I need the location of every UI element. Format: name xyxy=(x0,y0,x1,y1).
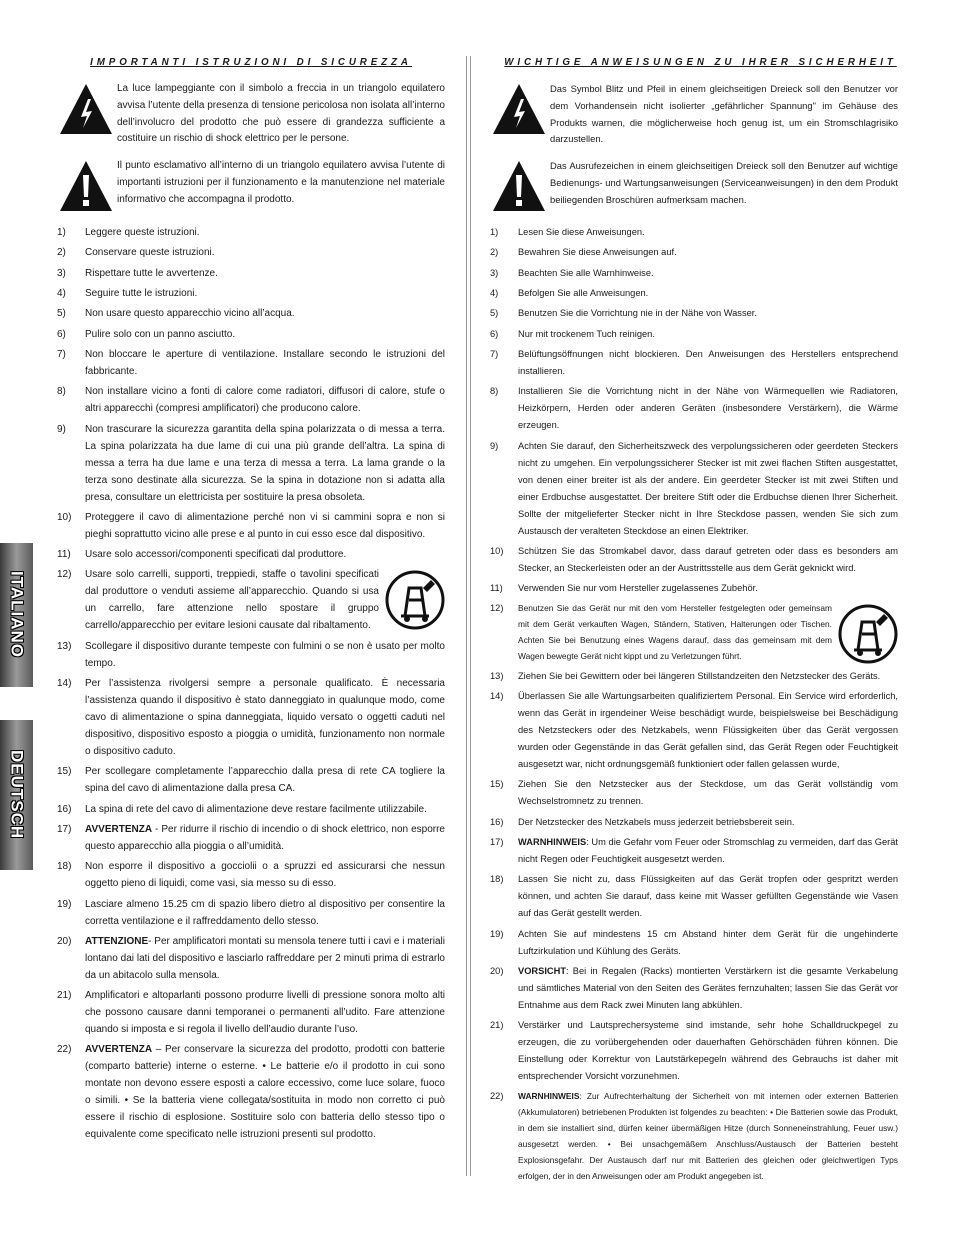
item-text xyxy=(518,776,898,810)
item-text xyxy=(518,224,898,241)
item-body: : Bei in Regalen (Racks) montierten Verstärkern ist die gesamte Verkabelung und sämtliches Material von den Seiten des Gerätes fernzuhalten; lassen Sie das Gerät vor Entnahme aus dem Rack zwei Minuten lang abkühlen. xyxy=(518,965,898,1010)
list-item xyxy=(57,224,445,241)
list-item xyxy=(490,346,898,380)
exclamation-triangle-icon xyxy=(57,158,115,214)
item-text xyxy=(85,987,445,1038)
list-item xyxy=(57,675,445,760)
list-item xyxy=(490,326,898,343)
item-text xyxy=(518,871,898,922)
item-number: 15) xyxy=(490,779,504,790)
italian-title: IMPORTANTI ISTRUZIONI DI SICUREZZA xyxy=(90,56,412,68)
item-body: Nur mit trockenem Tuch reinigen. xyxy=(518,328,655,339)
item-body: Achten Sie darauf, den Sicherheitszweck des verpolungssicheren oder geerdeten Steckers nicht zu umgehen. Ein verpolungssicherer Stecker ist mit zwei flachen Stiften ausgestattet, von denen einer breiter ist als der andere. Ein geerdeter Stecker ist mit zwei Stiften und einer Erdbuchse ausgestattet. Der breitere Stift oder die Erdbuchse dienen Ihrer Sicherheit. Sollte der mitgelieferter Stecker nicht in Ihre Steckdose passen, wenden Sie sich zum Austausch der veralteten Steckdose an einen Elektriker. xyxy=(518,440,898,536)
item-text xyxy=(518,814,898,831)
list-item xyxy=(490,600,898,664)
lightning-triangle-icon xyxy=(490,81,548,137)
item-text xyxy=(85,224,445,241)
sidetab-italiano xyxy=(0,543,33,687)
item-body: Non trascurare la sicurezza garantita della spina polarizzata o di messa a terra. La spina polarizzata ha due lame di cui una più grande dell’altra. La spina di messa a terra ha due lame e una terza di messa a terra. La lama grande o la terza sono destinate alla sicurezza. Se la spina in dotazione non si adatta alla presa, consultare un elettricista per sostituire la presa obsoleta. xyxy=(85,423,445,503)
item-text xyxy=(85,638,445,672)
item-number: 20) xyxy=(57,935,72,947)
list-item xyxy=(490,265,898,282)
item-body: Benutzen Sie das Gerät nur mit den vom Hersteller festgelegten oder gemeinsam mit dem Gerät verkauften Wagen, Ständern, Stativen, Halterungen oder Tischen. Achten Sie bei Benutzung eines Wagens darauf, dass das gemeinsam mit dem Wagen bewegte Gerät nicht kippt und zu Verletzungen führt. xyxy=(518,603,832,662)
item-keyword: WARNHINWEIS xyxy=(518,836,587,847)
item-text xyxy=(85,896,445,930)
german-lightning-text: Das Symbol Blitz und Pfeil in einem gleichseitigen Dreieck soll den Benutzer vor dem Vorhandensein nicht isolierter „gefährlicher Spannung" im Gehäuse des Produkts warnen, die möglicherweise hoch genug ist, um ein Stromschlagrisiko darzustellen. xyxy=(550,83,898,145)
item-text xyxy=(85,265,445,282)
item-text xyxy=(518,834,898,868)
item-number: 6) xyxy=(57,328,66,340)
german-instruction-list xyxy=(490,224,898,1184)
item-body: Schützen Sie das Stromkabel davor, dass darauf getreten oder dass es besonders am Stecker, an Steckerleisten oder an der Austrittsstelle aus dem Gerät geknickt wird. xyxy=(518,545,898,573)
item-body: Scollegare il dispositivo durante tempeste con fulmini o se non è usato per molto tempo. xyxy=(85,640,445,669)
item-body: Beachten Sie alle Warnhinweise. xyxy=(518,267,654,278)
item-text xyxy=(85,933,445,984)
list-item xyxy=(490,224,898,241)
italian-lightning-text: La luce lampeggiante con il simbolo a freccia in un triangolo equilatero avvisa l’utente della presenza di tensione pericolosa non isolata all’interno dell’involucro del prodotto che può essere di grandezza sufficiente a costituire un rischio di shock elettrico per le persone. xyxy=(117,83,445,145)
list-item xyxy=(57,763,445,797)
item-number: 14) xyxy=(57,678,72,690)
item-body: Conservare queste istruzioni. xyxy=(85,247,215,259)
item-number: 5) xyxy=(57,308,66,320)
item-body: Achten Sie auf mindestens 15 cm Abstand hinter dem Gerät für die ungehinderte Luftzirkulation und Kühlung des Geräts. xyxy=(518,928,898,956)
list-item xyxy=(490,285,898,302)
list-item xyxy=(490,1088,898,1184)
item-body: - Per ridurre il rischio di incendio o di shock elettrico, non esporre questo apparecchio alla pioggia o all’umidità. xyxy=(85,823,445,852)
item-number: 1) xyxy=(490,227,499,238)
item-text xyxy=(518,963,898,1014)
item-number: 11) xyxy=(490,583,503,594)
list-item xyxy=(57,383,445,417)
item-body: Überlassen Sie alle Wartungsarbeiten qualifiziertem Personal. Ein Service wird erforderlich, wenn das Gerät in irgendeiner Weise beschädigt wurde, beispielsweise bei Beschädigung des Netzsteckers oder des Netzkabels, wenn Flüssigkeiten über das Gerät vergossen wurden oder Gegenstände in das Gerät gefallen sind, das Gerät Regen oder Feuchtigkeit ausgesetzt war, nicht ordnungsgemäß funktioniert oder fallen gelassen wurde, xyxy=(518,691,898,770)
list-item xyxy=(57,305,445,322)
item-number: 13) xyxy=(490,670,504,681)
italian-exclamation-text: Il punto esclamativo all’interno di un triangolo equilatero avvisa l’utente di importanti istruzioni per il funzionamento e la manutenzione nel materiale informativo che accompagna il prodotto. xyxy=(117,160,445,205)
german-lightning-warning xyxy=(490,81,898,148)
item-number: 10) xyxy=(490,545,504,556)
lightning-triangle-icon xyxy=(57,81,115,137)
item-body: La spina di rete del cavo di alimentazione deve restare facilmente utilizzabile. xyxy=(85,803,427,815)
item-body: Per l’assistenza rivolgersi sempre a personale qualificato. È necessaria l’assistenza quando il dispositivo è stato danneggiato in qualunque modo, come cavo di alimentazione o spina danneggiata, liquido versato o oggetti caduti nel dispositivo, dispositivo esposto a pioggia o umidità, funzionamento non normale o dispositivo caduto. xyxy=(85,678,445,758)
list-item xyxy=(490,814,898,831)
italian-lightning-warning xyxy=(57,81,445,148)
item-body: Seguire tutte le istruzioni. xyxy=(85,288,198,300)
item-keyword: WARNHINWEIS xyxy=(518,1091,580,1102)
item-text xyxy=(518,438,898,540)
item-number: 8) xyxy=(490,386,499,397)
item-body: Non bloccare le aperture di ventilazione. Installare secondo le istruzioni del fabbricante. xyxy=(85,348,445,377)
item-number: 5) xyxy=(490,308,499,319)
item-text xyxy=(85,821,445,855)
list-item xyxy=(490,244,898,261)
item-body: Per scollegare completamente l’apparecchio dalla presa di rete CA togliere la spina del cavo di alimentazione dalla presa CA. xyxy=(85,766,445,795)
list-item xyxy=(490,438,898,540)
item-number: 14) xyxy=(490,691,504,702)
item-text xyxy=(518,285,898,302)
italian-instruction-list xyxy=(57,224,445,1143)
sidetab-italiano-label: ITALIANO xyxy=(7,571,27,659)
item-body: Non usare questo apparecchio vicino all’acqua. xyxy=(85,308,295,320)
item-number: 19) xyxy=(490,928,504,939)
list-item xyxy=(57,244,445,261)
item-body: Proteggere il cavo di alimentazione perché non vi si cammini sopra e non si pieghi soprattutto vicino alle prese e al punto in cui esso esce dal dispositivo. xyxy=(85,511,445,540)
list-item xyxy=(490,834,898,868)
list-item xyxy=(57,933,445,984)
list-item xyxy=(57,509,445,543)
item-number: 16) xyxy=(490,816,504,827)
item-number: 15) xyxy=(57,766,72,778)
item-text xyxy=(518,244,898,261)
item-text xyxy=(85,383,445,417)
item-body: Bewahren Sie diese Anweisungen auf. xyxy=(518,247,677,258)
list-item xyxy=(57,265,445,282)
list-item xyxy=(490,926,898,960)
item-body: Benutzen Sie die Vorrichtung nie in der Nähe von Wasser. xyxy=(518,308,757,319)
german-column xyxy=(490,52,898,1188)
item-body: Ziehen Sie bei Gewittern oder bei längeren Stillstandzeiten den Netzstecker des Geräts. xyxy=(518,670,881,681)
item-keyword: AVVERTENZA xyxy=(85,1044,153,1056)
sidetab-deutsch-label: DEUTSCH xyxy=(7,750,27,840)
item-text xyxy=(85,244,445,261)
item-number: 4) xyxy=(57,288,66,300)
item-text xyxy=(518,383,898,434)
item-body: Pulire solo con un panno asciutto. xyxy=(85,328,236,340)
list-item xyxy=(57,566,445,634)
item-body: Usare solo carrelli, supporti, treppiedi, staffe o tavolini specificati dal produttore o venduti assieme all’apparecchio. Quando si usa un carrello, fare attenzione nello spostare il gruppo carrello/apparecchio per evitare lesioni causate dal ribaltamento. xyxy=(85,569,379,632)
item-text xyxy=(85,285,445,302)
item-body: Befolgen Sie alle Anweisungen. xyxy=(518,288,649,299)
item-number: 22) xyxy=(57,1044,72,1056)
item-body: Rispettare tutte le avvertenze. xyxy=(85,267,218,279)
list-item xyxy=(57,638,445,672)
item-number: 2) xyxy=(490,247,499,258)
item-body: Belüftungsöffnungen nicht blockieren. Den Anweisungen des Herstellers entsprechend installieren. xyxy=(518,348,898,376)
item-number: 16) xyxy=(57,803,72,815)
item-number: 3) xyxy=(57,267,66,279)
item-body: Lasciare almeno 15.25 cm di spazio libero dietro al dispositivo per consentire la corretta ventilazione e il raffreddamento dello stesso. xyxy=(85,898,445,927)
item-text xyxy=(85,305,445,322)
item-number: 17) xyxy=(57,823,72,835)
cart-tip-warning-icon xyxy=(385,570,445,630)
list-item xyxy=(57,987,445,1038)
item-number: 3) xyxy=(490,267,499,278)
item-keyword: ATTENZIONE xyxy=(85,935,149,947)
italian-exclamation-warning xyxy=(57,158,445,214)
item-number: 22) xyxy=(490,1091,504,1102)
item-text xyxy=(518,926,898,960)
list-item xyxy=(490,383,898,434)
item-number: 12) xyxy=(57,569,72,581)
list-item xyxy=(57,1041,445,1143)
list-item xyxy=(490,963,898,1014)
item-text xyxy=(85,1041,445,1143)
item-text xyxy=(518,326,898,343)
item-text xyxy=(85,326,445,343)
list-item xyxy=(57,821,445,855)
italian-column xyxy=(57,52,445,1147)
item-text xyxy=(518,580,898,597)
item-number: 12) xyxy=(490,603,504,614)
list-item xyxy=(490,580,898,597)
item-number: 2) xyxy=(57,247,66,259)
column-divider-left xyxy=(466,56,467,1176)
item-number: 7) xyxy=(57,348,66,360)
item-number: 4) xyxy=(490,288,499,299)
item-body: Lesen Sie diese Anweisungen. xyxy=(518,227,645,238)
item-text xyxy=(518,668,898,685)
item-text xyxy=(85,675,445,760)
item-text xyxy=(518,1088,898,1184)
item-body: Non installare vicino a fonti di calore come radiatori, diffusori di calore, stufe o altri apparecchi (compresi amplificatori) che producono calore. xyxy=(85,386,445,415)
item-body: Leggere queste istruzioni. xyxy=(85,227,200,239)
list-item xyxy=(490,543,898,577)
item-number: 9) xyxy=(57,423,66,435)
item-number: 10) xyxy=(57,511,72,523)
list-item xyxy=(57,346,445,380)
item-body: – Per conservare la sicurezza del prodotto, prodotti con batterie (comparto batterie) interne o esterne. • Le batterie e/o il prodotto in cui sono montate non devono essere esposti a calore eccessivo, come luce solare, fuoco o simili. • Se la batteria viene collegata/sostituita in modo non corretto ci può essere il rischio di esplosione. Sostituire solo con batteria dello stesso tipo o equivalente come specificato nelle istruzioni presenti sul prodotto. xyxy=(85,1044,445,1141)
item-number: 21) xyxy=(57,990,72,1002)
exclamation-triangle-icon xyxy=(490,158,548,214)
item-body: : Um die Gefahr vom Feuer oder Stromschlag zu vermeiden, darf das Gerät nicht Regen oder Feuchtigkeit ausgesetzt werden. xyxy=(518,836,898,864)
item-number: 18) xyxy=(490,874,504,885)
german-exclamation-warning xyxy=(490,158,898,214)
cart-tip-warning-icon xyxy=(838,604,898,664)
item-number: 21) xyxy=(490,1020,504,1031)
list-item xyxy=(490,688,898,773)
list-item xyxy=(490,668,898,685)
item-text xyxy=(518,346,898,380)
item-keyword: AVVERTENZA xyxy=(85,823,153,835)
item-keyword: VORSICHT xyxy=(518,965,567,976)
item-body: Amplificatori e altoparlanti possono produrre livelli di pressione sonora molto alti che possono causare danni temporanei o permanenti all’udito. Fare attenzione quando si imposta e si regola il livello dell’audio durante l’uso. xyxy=(85,990,445,1036)
german-title: WICHTIGE ANWEISUNGEN ZU IHRER SICHERHEIT xyxy=(504,56,897,68)
item-body: Verstärker und Lautsprechersysteme sind imstande, sehr hohe Schalldruckpegel zu erzeugen, die zu vorübergehenden oder dauerhaften Gehörschäden führen können. Die Einstellung oder Korrektur von Lautstärkepegeln während des Gebrauchs ist daher mit entsprechender Vorsicht vorzunehmen. xyxy=(518,1020,898,1082)
list-item xyxy=(490,776,898,810)
item-body: Non esporre il dispositivo a gocciolii o a spruzzi ed assicurarsi che nessun oggetto pieno di liquidi, come vasi, sia messo su di esso. xyxy=(85,861,445,890)
item-text xyxy=(518,543,898,577)
item-text xyxy=(85,858,445,892)
item-number: 19) xyxy=(57,898,72,910)
item-body: - Per amplificatori montati su mensola tenere tutti i cavi e i materiali lontano dai lati del dispositivo e lasciarlo raffreddare per 2 minuti prima di estrarlo da un abitacolo sulla mensola. xyxy=(85,935,445,981)
item-number: 11) xyxy=(57,549,71,561)
item-number: 9) xyxy=(490,440,499,451)
item-text xyxy=(518,265,898,282)
list-item xyxy=(57,326,445,343)
list-item xyxy=(57,285,445,302)
item-text xyxy=(85,546,445,563)
item-text xyxy=(85,763,445,797)
item-body: Der Netzstecker des Netzkabels muss jederzeit betriebsbereit sein. xyxy=(518,816,795,827)
list-item xyxy=(490,1017,898,1085)
item-body: : Zur Aufrechterhaltung der Sicherheit von mit internen oder externen Batterien (Akkumulatoren) betriebenen Produkten ist folgendes zu beachten: • Die Batterien sowie das Produkt, in dem sie installiert sind, dürfen keiner übermäßigen Hitze (durch Sonneneinstrahlung, Feuer usw.) ausgesetzt werden. • Bei unsachgemäßem Anschluss/Austausch der Batterien besteht Explosionsgefahr. Der Austausch darf nur mit Batterien des gleichen oder gleichwertigen Typs erfolgen, der in den Anweisungen oder am Produkt angegeben ist. xyxy=(518,1091,898,1182)
item-number: 17) xyxy=(490,836,504,847)
item-number: 7) xyxy=(490,348,499,359)
item-text xyxy=(518,688,898,773)
item-text xyxy=(518,305,898,322)
list-item xyxy=(490,871,898,922)
item-body: Verwenden Sie nur vom Hersteller zugelassenes Zubehör. xyxy=(518,583,758,594)
list-item xyxy=(490,305,898,322)
list-item xyxy=(57,801,445,818)
item-number: 8) xyxy=(57,386,66,398)
list-item xyxy=(57,421,445,506)
item-text xyxy=(518,600,898,664)
item-body: Lassen Sie nicht zu, dass Flüssigkeiten auf das Gerät tropfen oder gespritzt werden können, und achten Sie darauf, dass keine mit Wasser gefüllten Gegenstände wie Vasen auf das Gerät gestellt werden. xyxy=(518,874,898,919)
german-exclamation-text: Das Ausrufezeichen in einem gleichseitigen Dreieck soll den Benutzer auf wichtige Bedienungs- und Wartungsanweisungen (Serviceanweisungen) in den dem Produkt beiliegenden Broschüren aufmerksam machen. xyxy=(550,160,898,205)
item-number: 1) xyxy=(57,227,66,239)
list-item xyxy=(57,858,445,892)
item-text xyxy=(85,509,445,543)
item-number: 6) xyxy=(490,328,499,339)
item-body: Usare solo accessori/componenti specificati dal produttore. xyxy=(85,549,347,561)
item-body: Installieren Sie die Vorrichtung nicht in der Nähe von Wärmequellen wie Radiatoren, Heizkörpern, Herden oder anderen Geräten (insbesondere Verstärkern), die Wärme erzeugen. xyxy=(518,386,898,431)
item-number: 20) xyxy=(490,965,504,976)
item-text xyxy=(85,801,445,818)
list-item xyxy=(57,896,445,930)
item-text xyxy=(85,566,445,634)
item-text xyxy=(85,421,445,506)
item-number: 18) xyxy=(57,861,72,873)
item-text xyxy=(85,346,445,380)
item-body: Ziehen Sie den Netzstecker aus der Steckdose, um das Gerät vollständig vom Wechselstromnetz zu trennen. xyxy=(518,779,898,807)
item-number: 13) xyxy=(57,640,72,652)
item-text xyxy=(518,1017,898,1085)
column-divider-right xyxy=(470,56,471,1176)
sidetab-deutsch xyxy=(0,720,33,870)
list-item xyxy=(57,546,445,563)
